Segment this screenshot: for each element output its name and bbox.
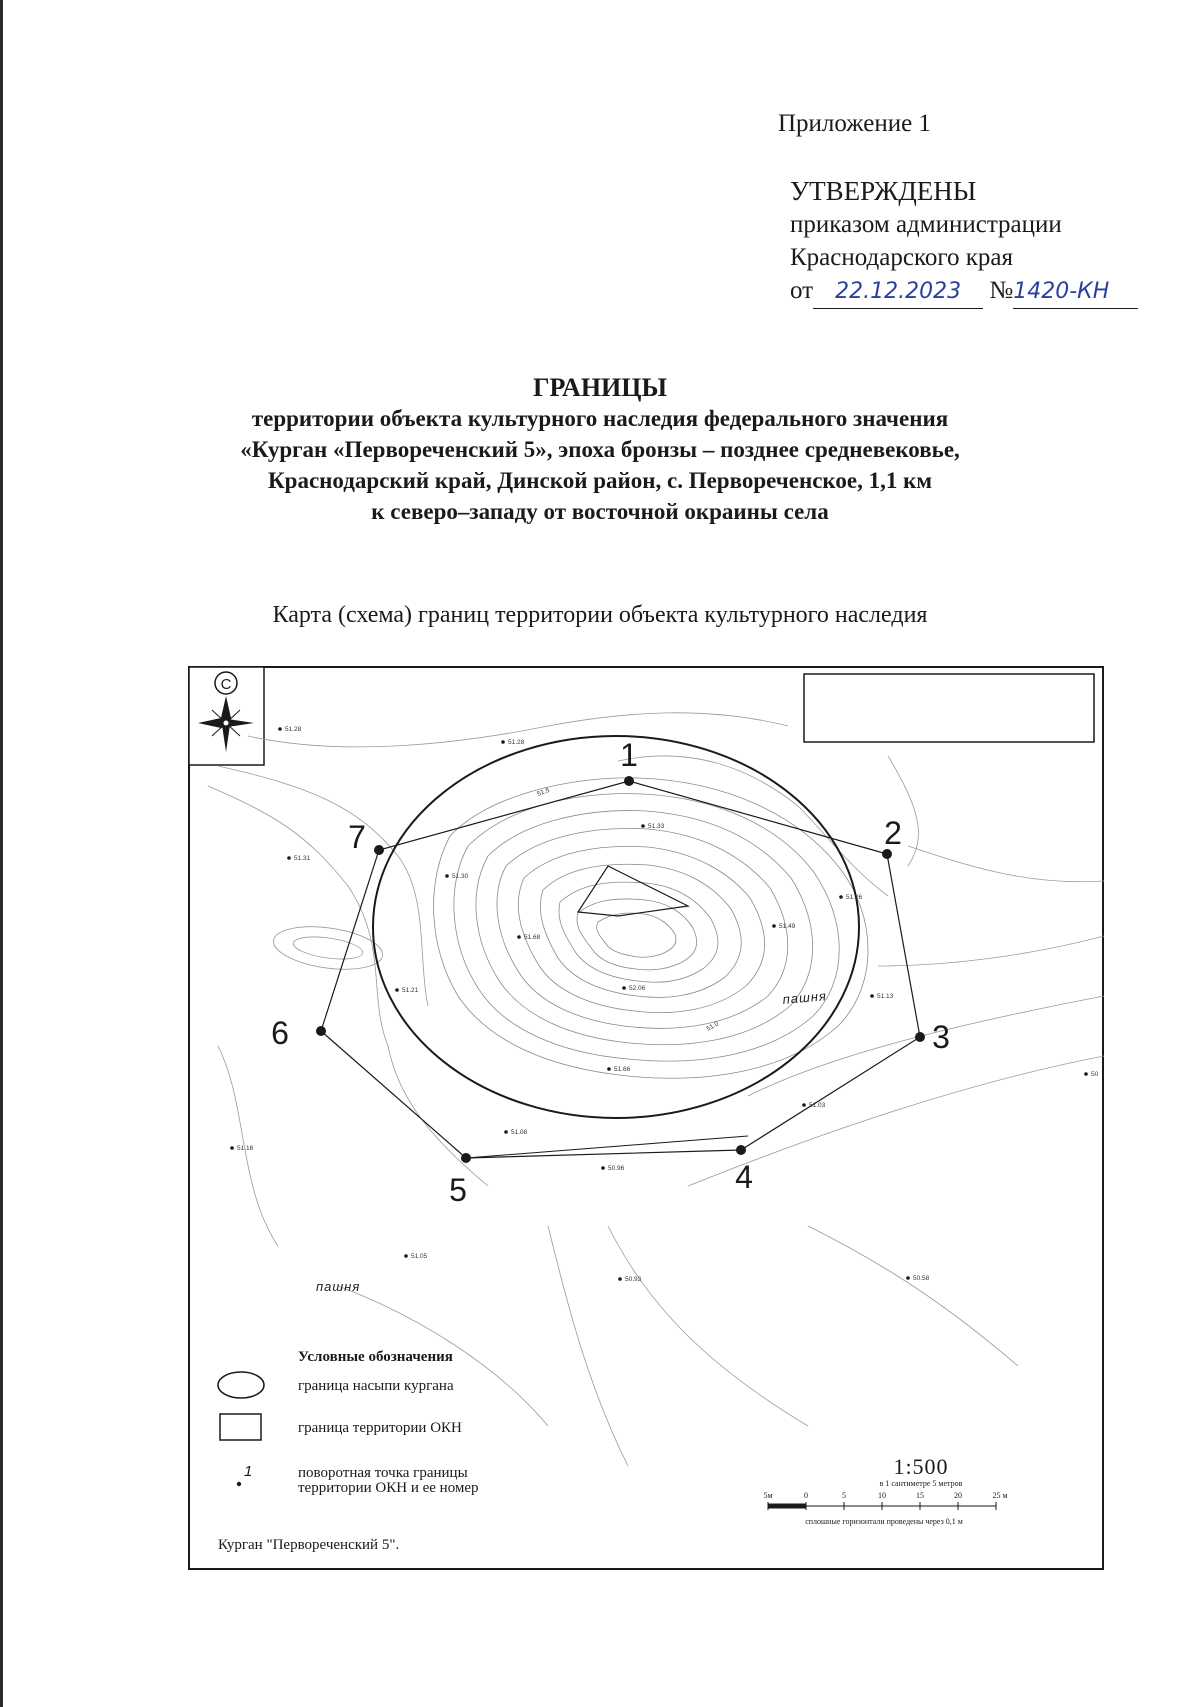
scale-bar (768, 1502, 996, 1510)
elevation-mark (230, 1145, 253, 1152)
point-label: 1 (620, 737, 638, 773)
elevation-label: 51.26 (846, 894, 863, 901)
title-line: к северо–западу от восточной окраины села (371, 499, 829, 524)
elevation-label: 51.03 (809, 1102, 826, 1109)
elevation-mark (870, 993, 893, 1000)
elevation-label: 51.31 (294, 855, 311, 862)
okn-territory-boundary (321, 781, 920, 1158)
north-letter: С (220, 676, 232, 693)
boundary-points (316, 776, 925, 1163)
approval-line-2: Краснодарского края (790, 244, 1013, 271)
handwritten-number: 1420-КН (1013, 275, 1138, 309)
approval-block (790, 175, 1138, 309)
elevation-mark (906, 1275, 929, 1282)
contour-label: 51.5 (536, 786, 551, 798)
title-line: Краснодарский край, Динской район, с. Первореченское, 1,1 км (268, 468, 932, 493)
point-label: 5 (449, 1172, 467, 1208)
approval-order-line (790, 274, 1138, 309)
elevation-label: 51.28 (508, 739, 525, 746)
scale-tick-label: 15 (916, 1491, 924, 1500)
point-label: 2 (884, 815, 902, 851)
elevation-label: 51.49 (779, 923, 796, 930)
legend-point-symbol (237, 1482, 241, 1486)
boundary-point-5 (461, 1153, 471, 1163)
title-heading: ГРАНИЦЫ (532, 373, 668, 402)
annex-label: Приложение 1 (778, 110, 931, 137)
elevation-mark (802, 1102, 825, 1109)
boundary-point-labels (271, 737, 950, 1208)
date-prefix: от (790, 277, 814, 304)
elevation-label: 51.30 (452, 873, 469, 880)
scale-subtitle: в 1 сантиметре 5 метров (879, 1479, 963, 1488)
map-legend (218, 1349, 479, 1496)
title-line: «Курган «Первореченский 5», эпоха бронзы – позднее средневековье, (240, 437, 960, 462)
elevation-mark (445, 873, 468, 880)
elevation-label: 50.93 (625, 1276, 642, 1283)
elevation-mark (601, 1165, 624, 1172)
scan-edge (0, 0, 3, 1707)
approval-heading: УТВЕРЖДЕНЫ (790, 176, 977, 206)
contour-value-labels (536, 787, 720, 1033)
elevation-mark (517, 934, 540, 941)
elevation-mark (287, 855, 310, 862)
elevation-label: 51.33 (648, 823, 665, 830)
elevation-points (230, 726, 1098, 1283)
elevation-mark (1084, 1071, 1098, 1078)
elevation-label: 51.13 (877, 993, 894, 1000)
legend-point-label-1: поворотная точка границы (298, 1465, 468, 1481)
elevation-mark (404, 1253, 427, 1260)
elevation-label: 50.96 (608, 1165, 625, 1172)
legend-mound-symbol (218, 1372, 264, 1398)
elevation-mark (504, 1129, 527, 1136)
blank-stamp-box (804, 674, 1094, 742)
elevation-label: 50.58 (913, 1275, 930, 1282)
elevation-label: 51.66 (614, 1066, 631, 1073)
map-caption: Карта (схема) границ территории объекта культурного наследия (272, 602, 928, 628)
scale-tick-label: 25 м (992, 1491, 1008, 1500)
elevation-mark (395, 987, 418, 994)
approval-line-1: приказом администрации (790, 211, 1062, 238)
scale-tick-label: 10 (878, 1491, 886, 1500)
elevation-mark (501, 739, 524, 746)
scale-tick-label: 5м (763, 1491, 773, 1500)
field-road (466, 1136, 748, 1158)
number-prefix: № (989, 277, 1014, 304)
legend-territory-symbol (220, 1414, 261, 1440)
scale-tick-label: 20 (954, 1491, 962, 1500)
document-title (150, 372, 1050, 527)
boundary-point-6 (316, 1026, 326, 1036)
map-caption-text: Курган "Первореченский 5". (218, 1537, 400, 1553)
scale-tick-label: 5 (842, 1491, 846, 1500)
legend-mound-label: граница насыпи кургана (298, 1378, 454, 1394)
compass-box (189, 667, 264, 765)
elevation-label: 51.08 (511, 1129, 528, 1136)
handwritten-date: 22.12.2023 (813, 275, 983, 309)
elevation-label: 50 (1091, 1071, 1099, 1078)
scale-ratio: 1:500 (893, 1454, 949, 1479)
field-label: пашня (781, 988, 828, 1007)
boundary-map (188, 666, 1104, 1570)
point-label: 7 (348, 819, 366, 855)
contour-interval-note: сплошные горизонтали проведены через 0,1 м (805, 1517, 963, 1526)
elevation-mark (622, 985, 645, 992)
elevation-mark (607, 1066, 630, 1073)
contour-label: 51.0 (705, 1020, 720, 1033)
boundary-point-3 (915, 1032, 925, 1042)
legend-point-label-2: территории ОКН и ее номер (298, 1480, 479, 1496)
legend-territory-label: граница территории ОКН (298, 1420, 462, 1436)
boundary-point-7 (374, 845, 384, 855)
elevation-label: 52.06 (629, 985, 646, 992)
point-label: 3 (932, 1019, 950, 1055)
elevation-mark (278, 726, 301, 733)
elevation-mark (772, 923, 795, 930)
field-label: пашня (316, 1279, 361, 1294)
point-label: 4 (735, 1159, 753, 1195)
boundary-point-4 (736, 1145, 746, 1155)
elevation-mark (618, 1276, 641, 1283)
elevation-label: 51.68 (524, 934, 541, 941)
elevation-label: 51.28 (285, 726, 302, 733)
scale-tick-label: 0 (804, 1491, 808, 1500)
elevation-label: 51.16 (237, 1145, 254, 1152)
scale-block (763, 1454, 1007, 1526)
elevation-label: 51.05 (411, 1253, 428, 1260)
point-label: 6 (271, 1015, 289, 1051)
boundary-point-1 (624, 776, 634, 786)
elevation-mark (839, 894, 862, 901)
legend-title: Условные обозначения (298, 1349, 453, 1365)
legend-point-number: 1 (244, 1463, 253, 1480)
elevation-label: 51.21 (402, 987, 419, 994)
title-line: территории объекта культурного наследия федерального значения (251, 406, 949, 431)
